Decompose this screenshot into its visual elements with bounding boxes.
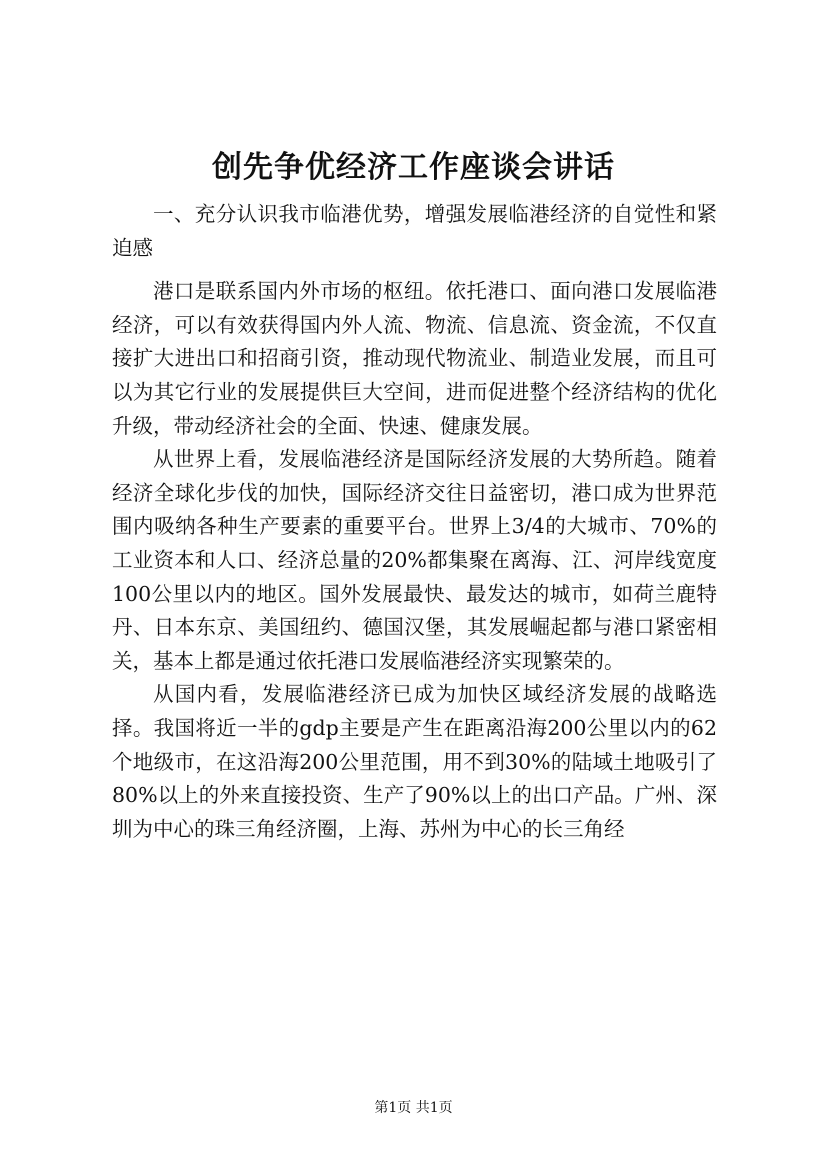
document-body bbox=[112, 198, 717, 846]
paragraph-world-view: 从世界上看，发展临港经济是国际经济发展的大势所趋。随着经济全球化步伐的加快，国际经济交往日益密切，港口成为世界范围内吸纳各种生产要素的重要平台。世界上3/4的大城市、70%的工业资本和人口、经济总量的20%都集聚在离海、江、河岸线宽度100公里以内的地区。国外发展最快、最发达的城市，如荷兰鹿特丹、日本东京、美国纽约、德国汉堡，其发展崛起都与港口紧密相关，基本上都是通过依托港口发展临港经济实现繁荣的。 bbox=[112, 447, 717, 673]
page-footer: 第1页 共1页 bbox=[374, 1100, 453, 1116]
paragraph-port-hub: 港口是联系国内外市场的枢纽。依托港口、面向港口发展临港经济，可以有效获得国内外人流、物流、信息流、资金流，不仅直接扩大进出口和招商引资，推动现代物流业、制造业发展，而且可以为其它行业的发展提供巨大空间，进而促进整个经济结构的优化升级，带动经济社会的全面、快速、健康发展。 bbox=[112, 279, 717, 438]
section-heading: 一、充分认识我市临港优势，增强发展临港经济的自觉性和紧迫感 bbox=[112, 202, 717, 260]
document-title: 创先争优经济工作座谈会讲话 bbox=[212, 150, 615, 185]
paragraph-domestic-view: 从国内看，发展临港经济已成为加快区域经济发展的战略选择。我国将近一半的gdp主要是产生在距离沿海200公里以内的62个地级市，在这沿海200公里范围，用不到30%的陆域土地吸引了80%以上的外来直接投资、生产了90%以上的出口产品。广州、深圳为中心的珠三角经济圈，上海、苏州为中心的长三角经 bbox=[112, 682, 717, 841]
